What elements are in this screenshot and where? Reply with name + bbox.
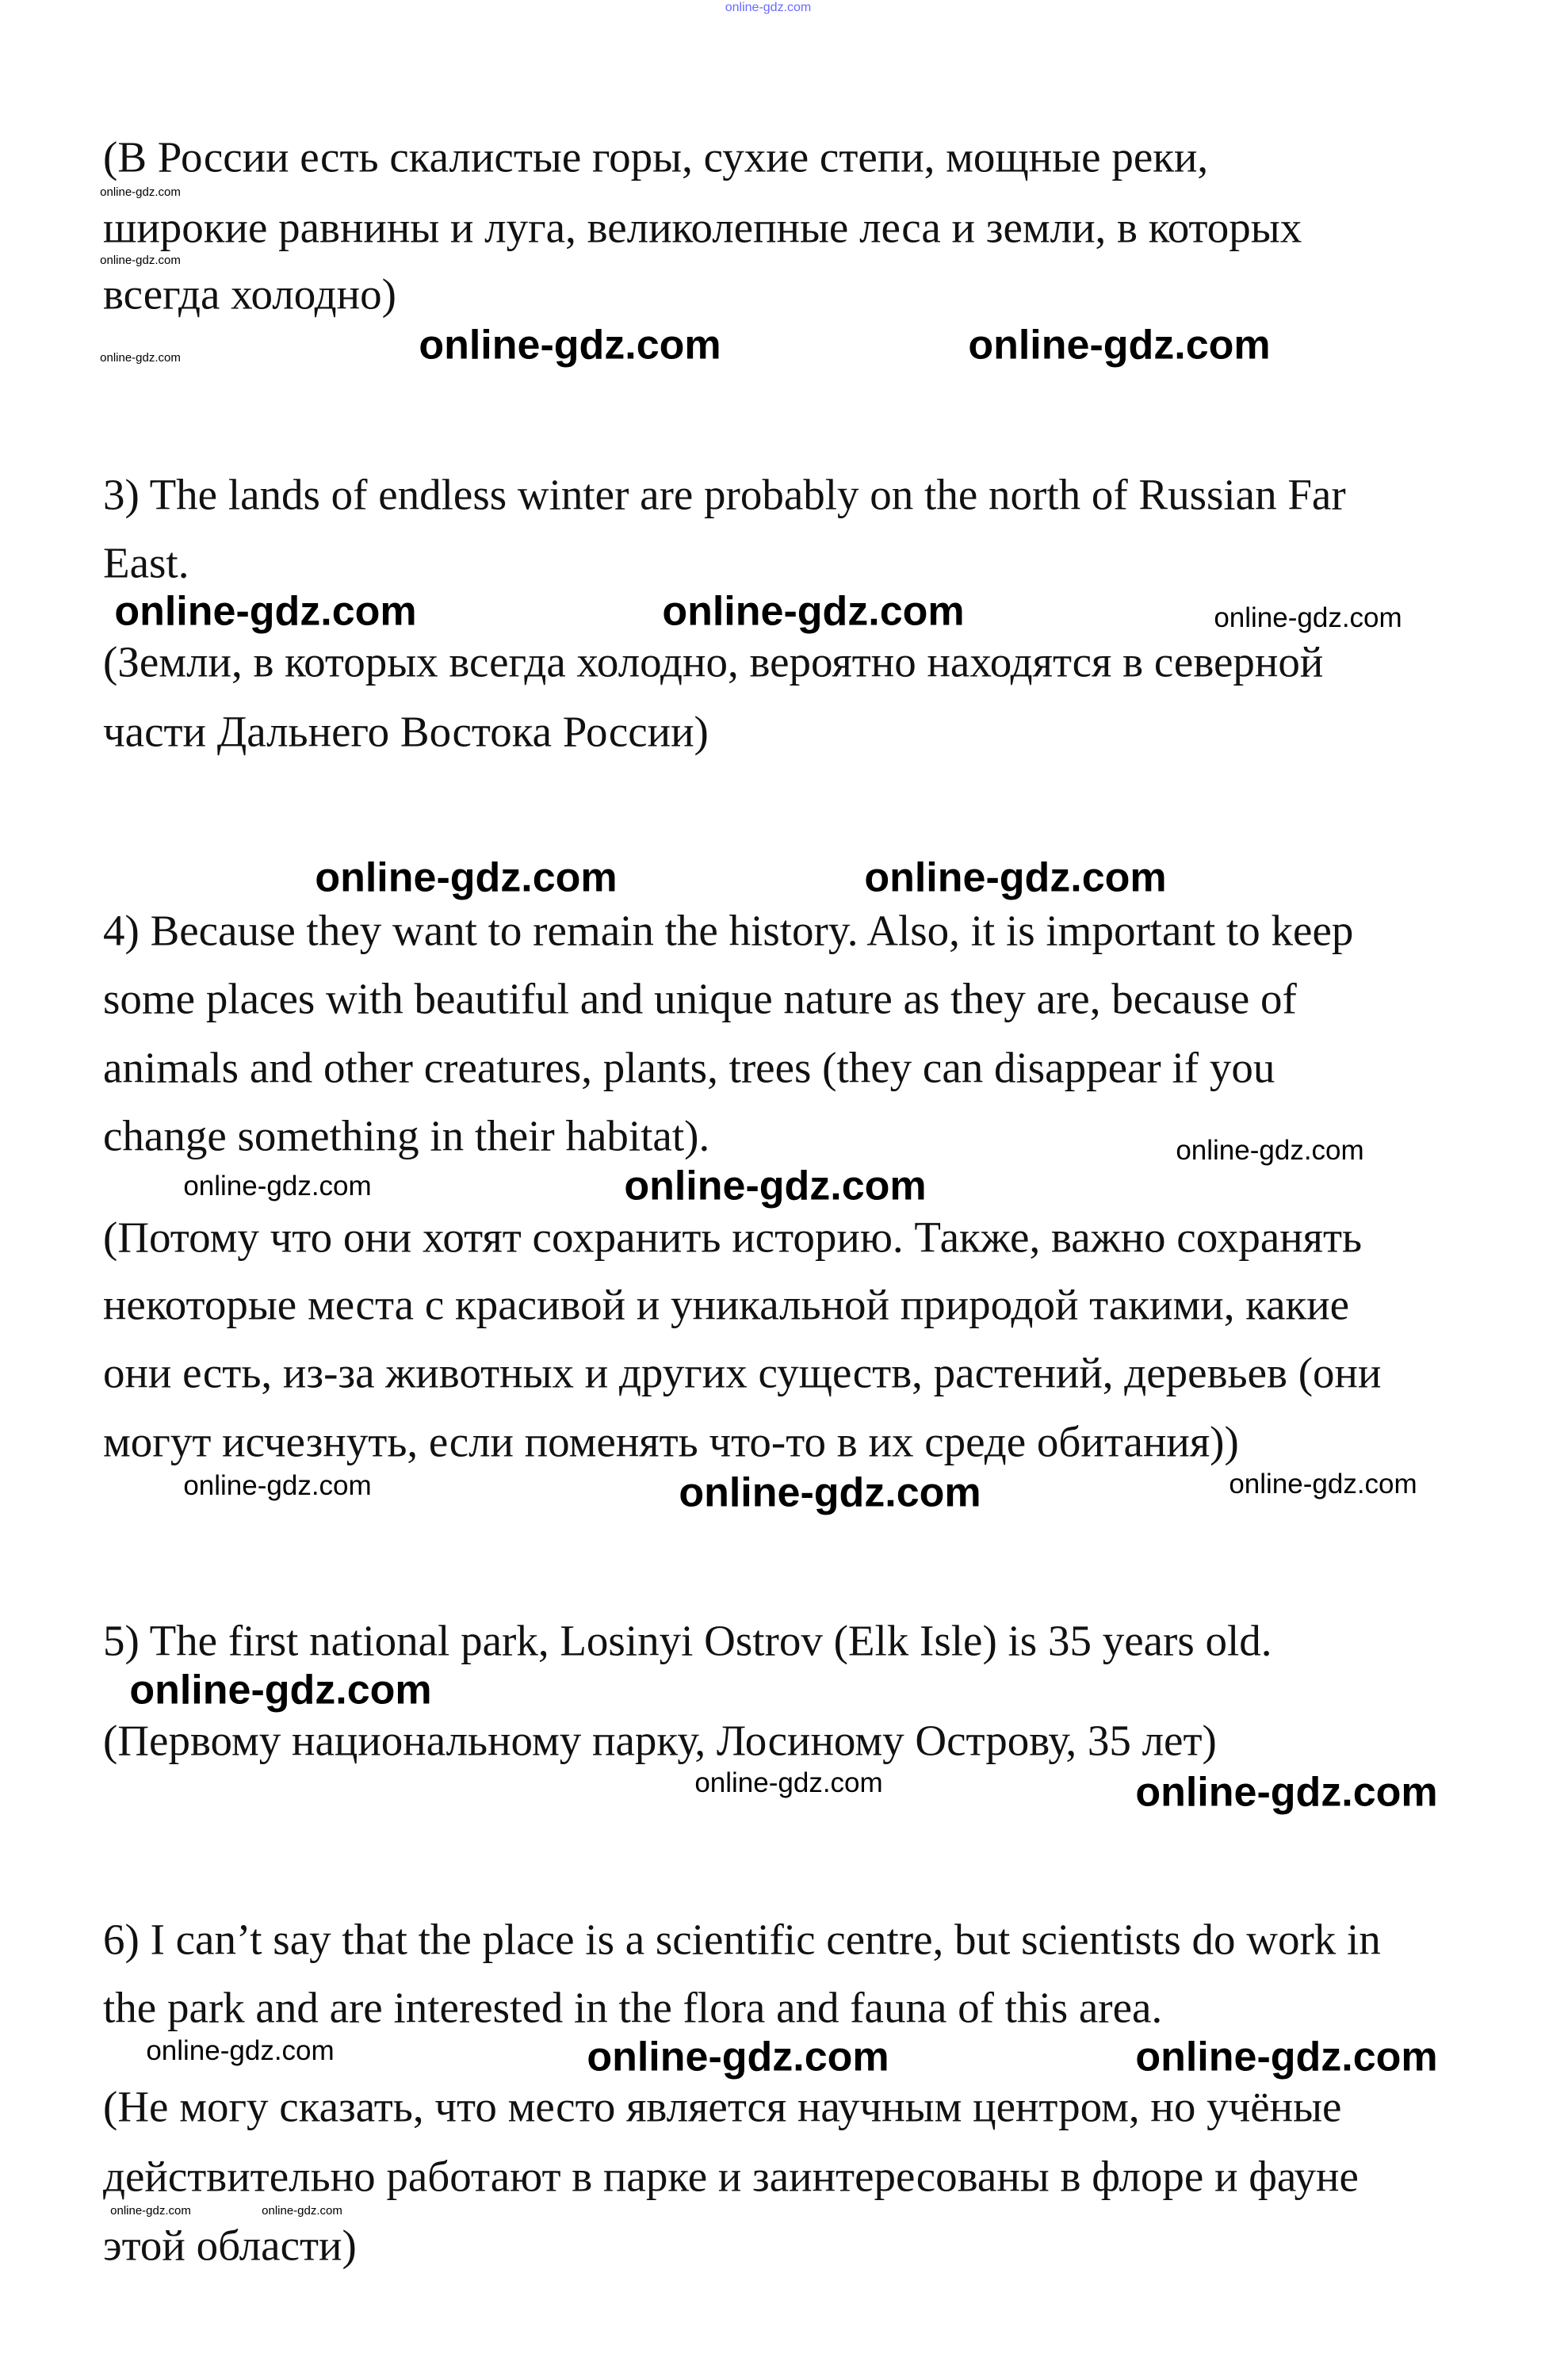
watermark: online-gdz.com bbox=[1135, 2034, 1438, 2080]
watermark: online-gdz.com bbox=[694, 1767, 883, 1798]
watermark: online-gdz.com bbox=[100, 253, 181, 267]
watermark: online-gdz.com bbox=[968, 322, 1271, 369]
watermark: online-gdz.com bbox=[315, 854, 618, 901]
watermark: online-gdz.com bbox=[419, 322, 721, 369]
watermark: online-gdz.com bbox=[146, 2034, 335, 2066]
text-line: change something in their habitat). bbox=[103, 1111, 710, 1160]
text-line: (Не могу сказать, что место является научным центром, но учёные bbox=[103, 2082, 1342, 2131]
text-line: (Земли, в которых всегда холодно, вероятно находятся в северной bbox=[103, 637, 1324, 686]
text-line: действительно работают в парке и заинтересованы в флоре и фауне bbox=[103, 2152, 1359, 2201]
watermark: online-gdz.com bbox=[662, 588, 965, 635]
text-line: широкие равнины и луга, великолепные леса и земли, в которых bbox=[103, 203, 1302, 252]
watermark: online-gdz.com bbox=[1135, 1769, 1438, 1816]
watermark: online-gdz.com bbox=[262, 2203, 342, 2218]
text-line: всегда холодно) bbox=[103, 269, 396, 319]
watermark: online-gdz.com bbox=[183, 1469, 372, 1501]
text-line: (Потому что они хотят сохранить историю. Также, важно сохранять bbox=[103, 1213, 1363, 1262]
text-line: animals and other creatures, plants, trees (they can disappear if you bbox=[103, 1043, 1275, 1092]
watermark: online-gdz.com bbox=[1176, 1134, 1364, 1166]
watermark: online-gdz.com bbox=[129, 1667, 432, 1713]
text-line: 5) The first national park, Losinyi Ostrov (Elk Isle) is 35 years old. bbox=[103, 1616, 1272, 1665]
text-line: East. bbox=[103, 538, 189, 587]
watermark: online-gdz.com bbox=[1229, 1468, 1417, 1499]
watermark: online-gdz.com bbox=[114, 588, 417, 635]
watermark: online-gdz.com bbox=[100, 350, 181, 365]
text-line: могут исчезнуть, если поменять что-то в их среде обитания)) bbox=[103, 1417, 1239, 1466]
text-line: (В России есть скалистые горы, сухие степи, мощные реки, bbox=[103, 132, 1209, 181]
watermark: online-gdz.com bbox=[864, 854, 1167, 901]
watermark: online-gdz.com bbox=[624, 1163, 927, 1209]
watermark: online-gdz.com bbox=[587, 2034, 889, 2080]
text-line: 3) The lands of endless winter are probably on the north of Russian Far bbox=[103, 470, 1346, 519]
watermark: online-gdz.com bbox=[100, 185, 181, 199]
watermark: online-gdz.com bbox=[725, 1, 812, 15]
text-line: они есть, из-за животных и других существ, растений, деревьев (они bbox=[103, 1348, 1382, 1397]
text-line: the park and are interested in the flora and fauna of this area. bbox=[103, 1983, 1163, 2032]
text-line: некоторые места с красивой и уникальной природой такими, какие bbox=[103, 1280, 1350, 1329]
watermark: online-gdz.com bbox=[110, 2203, 191, 2218]
watermark: online-gdz.com bbox=[679, 1469, 981, 1516]
text-line: some places with beautiful and unique nature as they are, because of bbox=[103, 974, 1297, 1023]
watermark: online-gdz.com bbox=[183, 1170, 372, 1201]
text-line: (Первому национальному парку, Лосиному Острову, 35 лет) bbox=[103, 1716, 1217, 1765]
text-line: 6) I can’t say that the place is a scientific centre, but scientists do work in bbox=[103, 1915, 1381, 1964]
text-line: части Дальнего Востока России) bbox=[103, 707, 709, 756]
text-line: этой области) bbox=[103, 2221, 357, 2270]
text-line: 4) Because they want to remain the history. Also, it is important to keep bbox=[103, 906, 1354, 955]
watermark: online-gdz.com bbox=[1214, 602, 1402, 633]
